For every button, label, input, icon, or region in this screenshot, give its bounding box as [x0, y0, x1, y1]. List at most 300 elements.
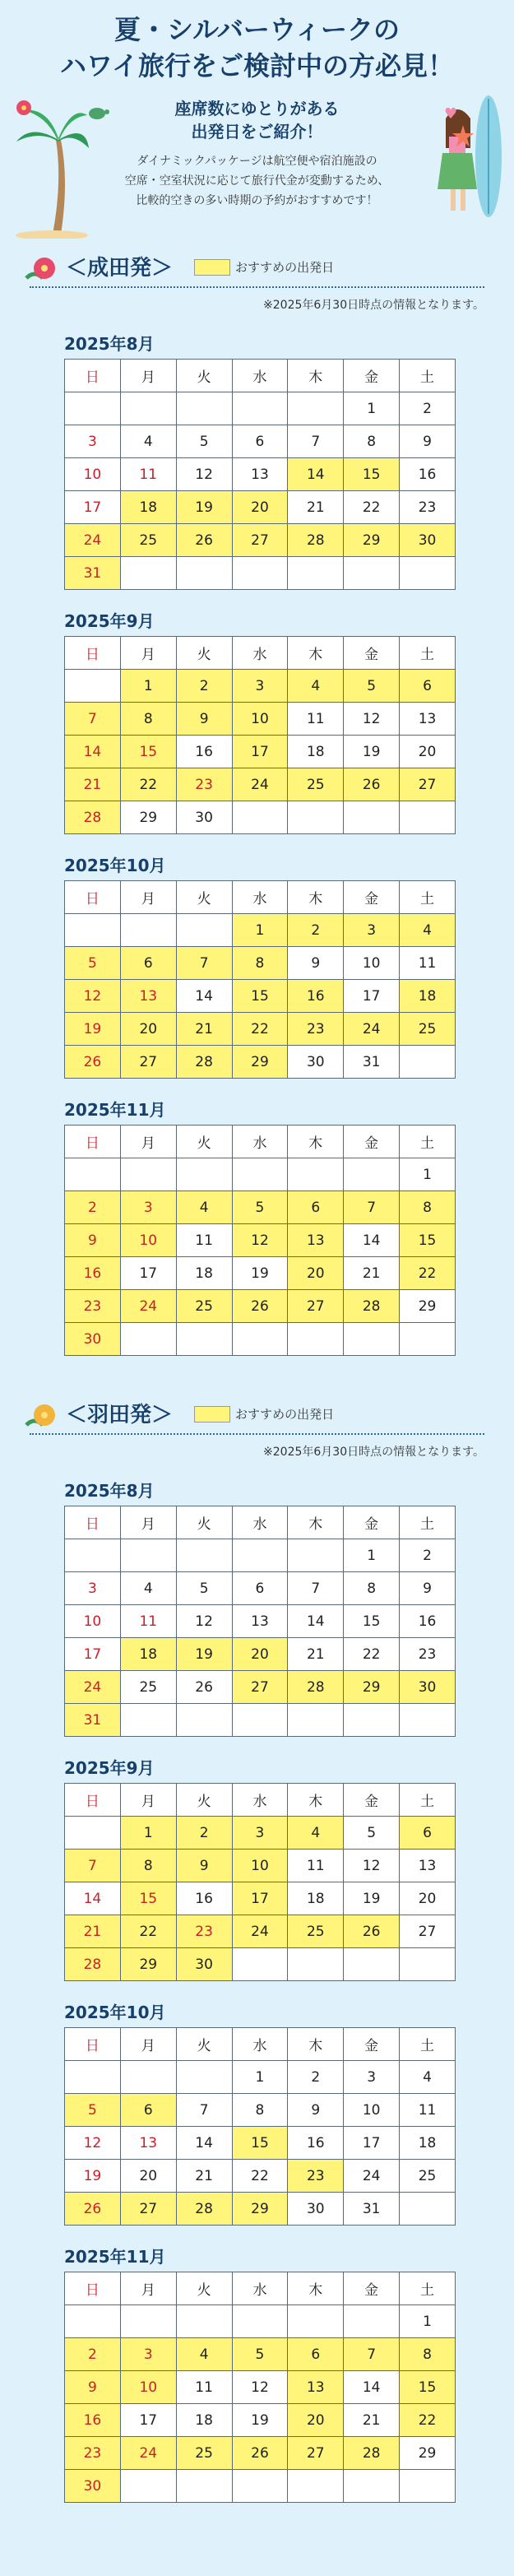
day-cell: 31: [65, 1704, 121, 1737]
day-cell: 10: [344, 947, 400, 980]
empty-cell: [65, 914, 121, 947]
day-cell: 29: [120, 801, 176, 834]
month-calendar: [30, 606, 484, 834]
week-row: [65, 1290, 456, 1323]
weekday-header: 水: [232, 360, 288, 392]
week-row: [65, 1948, 456, 1981]
weekday-header: 金: [344, 1126, 400, 1158]
day-cell: 16: [400, 1605, 456, 1638]
day-cell: 24: [232, 1915, 288, 1948]
day-cell: 30: [288, 2193, 344, 2226]
day-cell: 22: [344, 491, 400, 524]
month-title: 2025年11月: [64, 1100, 166, 1120]
week-row: [65, 491, 456, 524]
day-cell: 19: [232, 1257, 288, 1290]
day-cell: 21: [65, 1915, 121, 1948]
day-cell: 14: [65, 1882, 121, 1915]
section-divider: [30, 286, 484, 288]
day-cell: 23: [65, 1290, 121, 1323]
day-cell: 30: [176, 1948, 232, 1981]
empty-cell: [176, 2470, 232, 2503]
day-cell: 18: [400, 980, 456, 1013]
day-cell: 5: [344, 1817, 400, 1850]
week-row: [65, 1257, 456, 1290]
day-cell: 26: [232, 1290, 288, 1323]
day-cell: 25: [176, 2437, 232, 2470]
day-cell: 26: [176, 1671, 232, 1704]
subtitle-line-2: 出発日をご紹介！: [191, 122, 323, 142]
weekday-header: 水: [232, 1784, 288, 1817]
empty-cell: [288, 1704, 344, 1737]
month-title: 2025年8月: [64, 1481, 155, 1501]
weekday-header: 金: [344, 360, 400, 392]
empty-cell: [344, 2470, 400, 2503]
weekday-header: 火: [176, 2272, 232, 2305]
day-cell: 18: [176, 2404, 232, 2437]
day-cell: 8: [400, 1191, 456, 1224]
day-cell: 1: [344, 1539, 400, 1572]
empty-cell: [400, 1948, 456, 1981]
weekday-header: 土: [400, 881, 456, 914]
day-cell: 21: [288, 1638, 344, 1671]
weekday-header: 月: [120, 881, 176, 914]
section-header: [30, 1394, 484, 1440]
day-cell: 16: [288, 980, 344, 1013]
day-cell: 31: [344, 2193, 400, 2226]
day-cell: 11: [400, 2094, 456, 2127]
day-cell: 18: [400, 2127, 456, 2160]
day-cell: 24: [232, 768, 288, 801]
week-row: [65, 1915, 456, 1948]
week-row: [65, 1539, 456, 1572]
day-cell: 26: [65, 2193, 121, 2226]
weekday-header: 木: [288, 2272, 344, 2305]
day-cell: 25: [288, 768, 344, 801]
day-cell: 12: [232, 2371, 288, 2404]
weekday-header: 日: [65, 2028, 121, 2061]
empty-cell: [344, 1323, 400, 1356]
month-title: 2025年8月: [64, 334, 155, 354]
weekday-header: 木: [288, 2028, 344, 2061]
empty-cell: [400, 557, 456, 590]
day-cell: 12: [65, 2127, 121, 2160]
day-cell: 20: [288, 1257, 344, 1290]
calendar-table: [64, 1506, 456, 1737]
starfish-icon: [451, 123, 475, 148]
day-cell: 2: [400, 1539, 456, 1572]
day-cell: 6: [400, 670, 456, 703]
empty-cell: [232, 1158, 288, 1191]
day-cell: 14: [288, 1605, 344, 1638]
week-row: [65, 1158, 456, 1191]
day-cell: 11: [288, 1850, 344, 1882]
empty-cell: [120, 2470, 176, 2503]
empty-cell: [176, 557, 232, 590]
empty-cell: [288, 2470, 344, 2503]
empty-cell: [65, 1158, 121, 1191]
empty-cell: [176, 2061, 232, 2094]
weekday-header: 土: [400, 2028, 456, 2061]
day-cell: 24: [65, 524, 121, 557]
weekday-header: 木: [288, 881, 344, 914]
empty-cell: [400, 1046, 456, 1079]
day-cell: 12: [176, 458, 232, 491]
day-cell: 14: [344, 2371, 400, 2404]
day-cell: 29: [344, 524, 400, 557]
legend-swatch: [194, 1406, 230, 1423]
day-cell: 8: [232, 947, 288, 980]
empty-cell: [344, 1948, 400, 1981]
day-cell: 7: [344, 2338, 400, 2371]
weekday-header-row: [65, 637, 456, 670]
day-cell: 27: [120, 2193, 176, 2226]
day-cell: 29: [232, 2193, 288, 2226]
section-title: ＜羽田発＞: [66, 1403, 174, 1427]
day-cell: 3: [232, 670, 288, 703]
day-cell: 1: [120, 1817, 176, 1850]
day-cell: 2: [65, 1191, 121, 1224]
day-cell: 11: [120, 1605, 176, 1638]
day-cell: 17: [232, 736, 288, 768]
legend: [194, 258, 334, 276]
day-cell: 25: [400, 2160, 456, 2193]
header: [0, 0, 514, 247]
empty-cell: [232, 801, 288, 834]
empty-cell: [120, 392, 176, 425]
day-cell: 30: [176, 801, 232, 834]
weekday-header: 水: [232, 2028, 288, 2061]
day-cell: 2: [65, 2338, 121, 2371]
day-cell: 1: [120, 670, 176, 703]
week-row: [65, 2127, 456, 2160]
day-cell: 22: [232, 1013, 288, 1046]
month-calendar: [30, 1998, 484, 2226]
day-cell: 19: [344, 1882, 400, 1915]
week-row: [65, 914, 456, 947]
calendar-table: [64, 1783, 456, 1981]
day-cell: 11: [120, 458, 176, 491]
day-cell: 23: [176, 768, 232, 801]
weekday-header: 水: [232, 1126, 288, 1158]
empty-cell: [288, 557, 344, 590]
day-cell: 21: [176, 1013, 232, 1046]
legend-label: おすすめの出発日: [235, 1407, 335, 1422]
day-cell: 24: [120, 1290, 176, 1323]
day-cell: 15: [344, 1605, 400, 1638]
calendar-table: [64, 1125, 456, 1356]
day-cell: 16: [65, 1257, 121, 1290]
empty-cell: [120, 2305, 176, 2338]
sections: [0, 247, 514, 2503]
day-cell: 4: [288, 670, 344, 703]
day-cell: 26: [344, 768, 400, 801]
day-cell: 13: [288, 2371, 344, 2404]
day-cell: 14: [344, 1224, 400, 1257]
weekday-header: 土: [400, 360, 456, 392]
weekday-header: 土: [400, 1506, 456, 1539]
day-cell: 10: [232, 1850, 288, 1882]
day-cell: 30: [65, 1323, 121, 1356]
calendar-table: [64, 2027, 456, 2226]
hibiscus-icon: [23, 253, 61, 285]
day-cell: 9: [288, 947, 344, 980]
day-cell: 27: [232, 1671, 288, 1704]
week-row: [65, 1671, 456, 1704]
day-cell: 24: [344, 2160, 400, 2193]
day-cell: 19: [176, 1638, 232, 1671]
legend: [194, 1405, 334, 1423]
week-row: [65, 2470, 456, 2503]
calendar-table: [64, 359, 456, 590]
day-cell: 27: [400, 768, 456, 801]
weekday-header: 月: [120, 2028, 176, 2061]
week-row: [65, 1605, 456, 1638]
day-cell: 20: [400, 1882, 456, 1915]
empty-cell: [232, 1704, 288, 1737]
day-cell: 20: [288, 2404, 344, 2437]
day-cell: 20: [400, 736, 456, 768]
day-cell: 10: [120, 2371, 176, 2404]
day-cell: 15: [120, 736, 176, 768]
day-cell: 16: [65, 2404, 121, 2437]
empty-cell: [65, 670, 121, 703]
weekday-header: 月: [120, 1506, 176, 1539]
day-cell: 1: [232, 914, 288, 947]
day-cell: 30: [400, 524, 456, 557]
empty-cell: [400, 2470, 456, 2503]
title-line-2: ハワイ旅行をご検討中の方必見！: [59, 50, 455, 81]
week-row: [65, 768, 456, 801]
day-cell: 13: [232, 1605, 288, 1638]
empty-cell: [288, 2305, 344, 2338]
day-cell: 27: [120, 1046, 176, 1079]
info-note: ※2025年6月30日時点の情報となります。: [263, 1446, 484, 1459]
month-calendar: [30, 1476, 484, 1737]
subtitle-line-1: 座席数にゆとりがある: [174, 99, 340, 118]
day-cell: 28: [176, 1046, 232, 1079]
weekday-header: 水: [232, 1506, 288, 1539]
day-cell: 9: [400, 1572, 456, 1605]
weekday-header: 金: [344, 637, 400, 670]
weekday-header: 木: [288, 1506, 344, 1539]
day-cell: 23: [176, 1915, 232, 1948]
day-cell: 2: [176, 1817, 232, 1850]
day-cell: 16: [176, 1882, 232, 1915]
day-cell: 10: [120, 1224, 176, 1257]
empty-cell: [232, 2470, 288, 2503]
day-cell: 15: [232, 980, 288, 1013]
week-row: [65, 557, 456, 590]
month-title: 2025年10月: [64, 2003, 166, 2022]
empty-cell: [400, 1704, 456, 1737]
day-cell: 19: [232, 2404, 288, 2437]
day-cell: 12: [65, 980, 121, 1013]
day-cell: 4: [120, 1572, 176, 1605]
empty-cell: [176, 1158, 232, 1191]
month-title: 2025年9月: [64, 611, 155, 631]
empty-cell: [344, 1704, 400, 1737]
day-cell: 28: [344, 1290, 400, 1323]
week-row: [65, 1224, 456, 1257]
day-cell: 23: [400, 1638, 456, 1671]
weekday-header: 火: [176, 1126, 232, 1158]
day-cell: 17: [65, 491, 121, 524]
day-cell: 12: [344, 1850, 400, 1882]
week-row: [65, 736, 456, 768]
week-row: [65, 1817, 456, 1850]
weekday-header-row: [65, 2272, 456, 2305]
heart-icon: ♥: [444, 105, 458, 123]
week-row: [65, 1572, 456, 1605]
day-cell: 7: [288, 425, 344, 458]
day-cell: 8: [344, 425, 400, 458]
title-line-1: 夏・シルバーウィークの: [113, 14, 401, 45]
day-cell: 3: [232, 1817, 288, 1850]
day-cell: 19: [176, 491, 232, 524]
empty-cell: [176, 2305, 232, 2338]
day-cell: 14: [176, 2127, 232, 2160]
week-row: [65, 1013, 456, 1046]
day-cell: 8: [344, 1572, 400, 1605]
empty-cell: [232, 1539, 288, 1572]
day-cell: 29: [400, 2437, 456, 2470]
day-cell: 6: [288, 1191, 344, 1224]
departure-section-1: [0, 1394, 514, 2503]
weekday-header: 水: [232, 637, 288, 670]
description-line-3: 比較的空きの多い時期の予約がおすすめです！: [136, 194, 378, 207]
day-cell: 6: [120, 947, 176, 980]
day-cell: 22: [400, 1257, 456, 1290]
empty-cell: [65, 2305, 121, 2338]
day-cell: 4: [400, 914, 456, 947]
day-cell: 31: [344, 1046, 400, 1079]
day-cell: 11: [176, 1224, 232, 1257]
week-row: [65, 703, 456, 736]
section-header: [30, 247, 484, 293]
day-cell: 31: [65, 557, 121, 590]
day-cell: 5: [176, 1572, 232, 1605]
day-cell: 11: [176, 2371, 232, 2404]
empty-cell: [344, 801, 400, 834]
day-cell: 26: [344, 1915, 400, 1948]
day-cell: 16: [400, 458, 456, 491]
week-row: [65, 2437, 456, 2470]
weekday-header: 金: [344, 1506, 400, 1539]
day-cell: 22: [344, 1638, 400, 1671]
week-row: [65, 2160, 456, 2193]
day-cell: 18: [120, 491, 176, 524]
day-cell: 22: [400, 2404, 456, 2437]
day-cell: 2: [400, 392, 456, 425]
week-row: [65, 2305, 456, 2338]
weekday-header: 火: [176, 360, 232, 392]
day-cell: 19: [65, 1013, 121, 1046]
empty-cell: [232, 2305, 288, 2338]
week-row: [65, 801, 456, 834]
day-cell: 25: [120, 524, 176, 557]
weekday-header: 月: [120, 1784, 176, 1817]
day-cell: 7: [65, 703, 121, 736]
day-cell: 17: [344, 980, 400, 1013]
description-line-1: ダイナミックパッケージは航空便や宿泊施設の: [137, 155, 377, 168]
day-cell: 4: [176, 2338, 232, 2371]
day-cell: 27: [288, 2437, 344, 2470]
day-cell: 18: [288, 1882, 344, 1915]
day-cell: 9: [288, 2094, 344, 2127]
day-cell: 11: [400, 947, 456, 980]
week-row: [65, 1850, 456, 1882]
day-cell: 27: [232, 524, 288, 557]
day-cell: 27: [400, 1915, 456, 1948]
day-cell: 20: [232, 491, 288, 524]
weekday-header: 土: [400, 1126, 456, 1158]
weekday-header-row: [65, 1506, 456, 1539]
day-cell: 3: [344, 2061, 400, 2094]
info-note: ※2025年6月30日時点の情報となります。: [263, 299, 484, 312]
empty-cell: [120, 2061, 176, 2094]
day-cell: 9: [176, 1850, 232, 1882]
day-cell: 22: [120, 768, 176, 801]
weekday-header: 火: [176, 881, 232, 914]
day-cell: 2: [288, 2061, 344, 2094]
day-cell: 9: [65, 2371, 121, 2404]
day-cell: 9: [65, 1224, 121, 1257]
week-row: [65, 2338, 456, 2371]
day-cell: 9: [176, 703, 232, 736]
day-cell: 24: [65, 1671, 121, 1704]
empty-cell: [176, 1323, 232, 1356]
day-cell: 14: [65, 736, 121, 768]
month-calendar: [30, 1095, 484, 1356]
day-cell: 7: [288, 1572, 344, 1605]
day-cell: 11: [288, 703, 344, 736]
day-cell: 13: [120, 980, 176, 1013]
day-cell: 29: [400, 1290, 456, 1323]
day-cell: 21: [65, 768, 121, 801]
day-cell: 10: [65, 1605, 121, 1638]
day-cell: 21: [176, 2160, 232, 2193]
day-cell: 13: [288, 1224, 344, 1257]
day-cell: 26: [176, 524, 232, 557]
weekday-header: 木: [288, 637, 344, 670]
empty-cell: [400, 801, 456, 834]
week-row: [65, 458, 456, 491]
day-cell: 5: [65, 2094, 121, 2127]
empty-cell: [288, 801, 344, 834]
weekday-header-row: [65, 1126, 456, 1158]
weekday-header-row: [65, 1784, 456, 1817]
week-row: [65, 1704, 456, 1737]
day-cell: 23: [288, 1013, 344, 1046]
day-cell: 1: [232, 2061, 288, 2094]
day-cell: 6: [400, 1817, 456, 1850]
day-cell: 13: [400, 1850, 456, 1882]
week-row: [65, 425, 456, 458]
weekday-header: 日: [65, 1126, 121, 1158]
empty-cell: [232, 392, 288, 425]
week-row: [65, 1323, 456, 1356]
empty-cell: [120, 914, 176, 947]
weekday-header: 水: [232, 2272, 288, 2305]
day-cell: 13: [120, 2127, 176, 2160]
day-cell: 15: [400, 1224, 456, 1257]
day-cell: 29: [344, 1671, 400, 1704]
day-cell: 29: [232, 1046, 288, 1079]
week-row: [65, 980, 456, 1013]
month-calendar: [30, 851, 484, 1079]
day-cell: 28: [288, 1671, 344, 1704]
weekday-header: 月: [120, 360, 176, 392]
